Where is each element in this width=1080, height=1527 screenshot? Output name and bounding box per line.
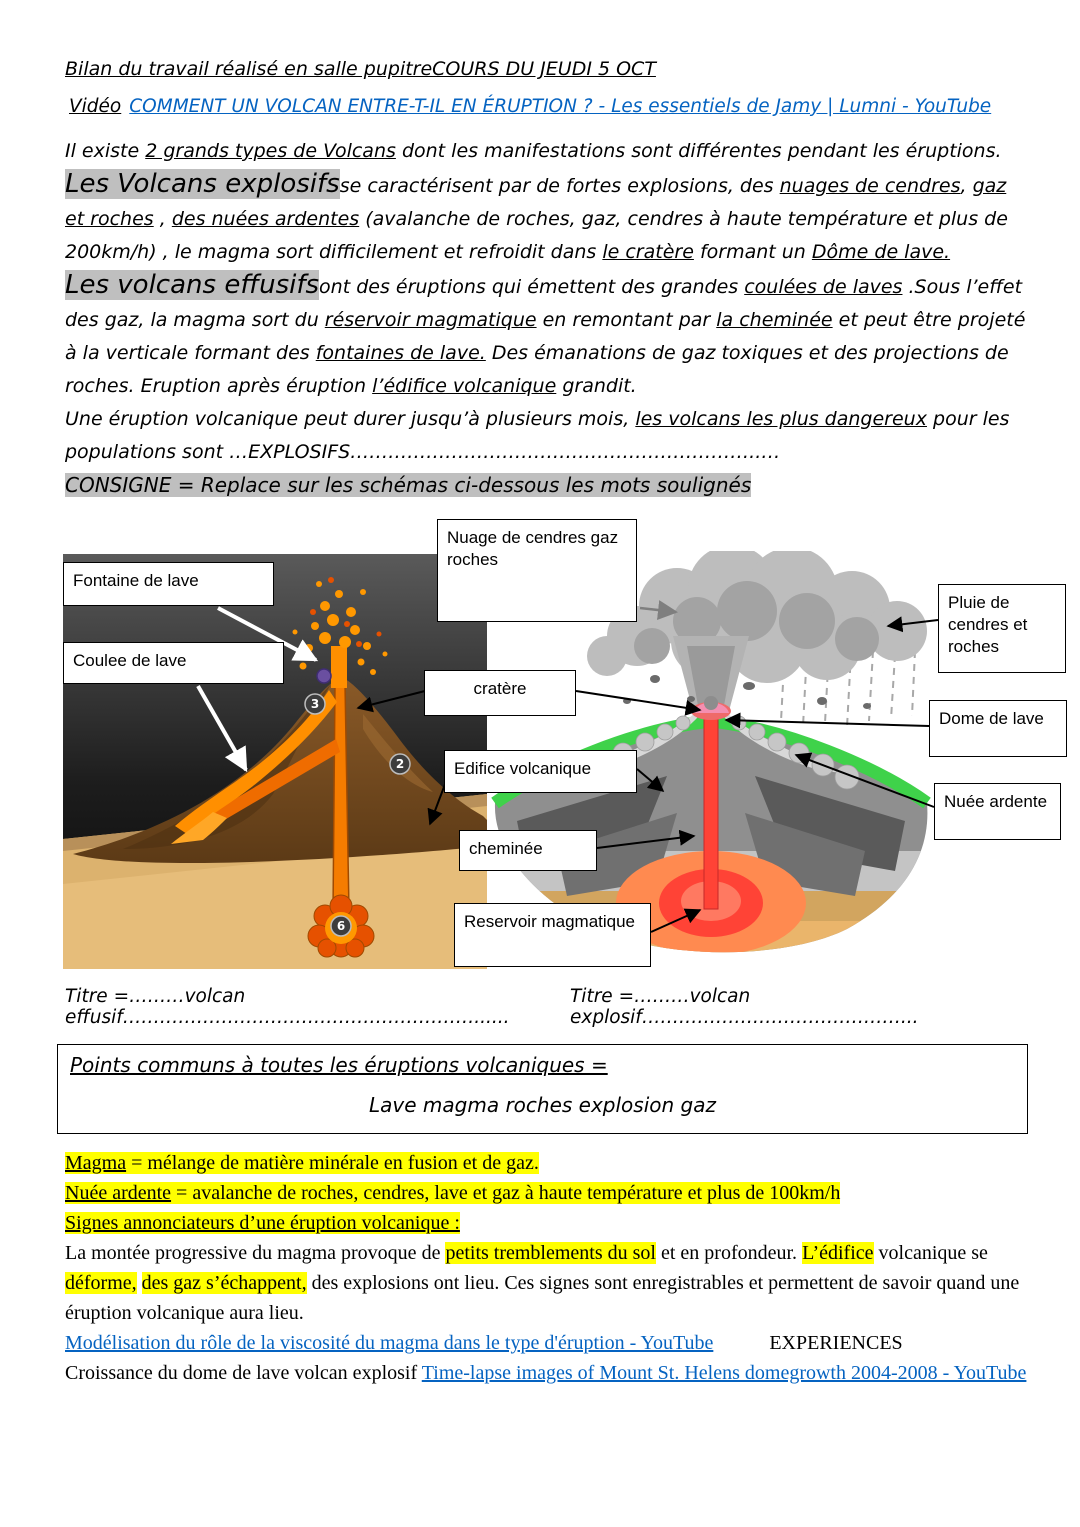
text-segment: , (153, 208, 172, 230)
timelapse-youtube-link[interactable]: Time-lapse images of Mount St. Helens domegrowth 2004-2008 - YouTube (421, 1362, 1027, 1384)
signes-heading (65, 1208, 1028, 1238)
signes-paragraph (65, 1238, 1028, 1328)
label-cheminee[interactable] (459, 830, 597, 871)
text-segment: = avalanche de roches, cendres, lave et gaz à haute température et plus de 100km/h (171, 1182, 841, 1204)
effusive-volcanoes-paragraph (65, 269, 1028, 403)
term-nuee-ardente: Nuée ardente (65, 1182, 172, 1204)
text-segment: se caractérisent par de fortes explosions, des (339, 175, 780, 197)
text-segment: en remontant par (536, 309, 717, 331)
consigne-text: CONSIGNE = Replace sur les schémas ci-dessous les mots soulignés (65, 473, 752, 497)
label-text: Reservoir magmatique (464, 912, 636, 931)
highlighted-text: déforme, (65, 1272, 137, 1294)
titre-effusif: Titre =………volcan effusif…………………………………………………...... (65, 986, 510, 1028)
term-signes: Signes annonciateurs d’une éruption volcanique : (65, 1212, 460, 1234)
label-text: Nuage de cendres gaz roches (447, 528, 619, 569)
effusive-volcano-image (63, 554, 487, 969)
label-pluie-de-cendres[interactable] (938, 584, 1066, 673)
points-communs-heading: Points communs à toutes les éruptions volcaniques = (70, 1053, 608, 1077)
text-segment: = mélange de matière minérale en fusion et de gaz. (126, 1152, 539, 1174)
underlined-term: 2 grands types de Volcans (145, 140, 396, 162)
points-communs-content: Lave magma roches explosion gaz (369, 1093, 716, 1117)
highlighted-text: petits tremblements du sol (445, 1242, 656, 1264)
text-segment: ont des éruptions qui émettent des grandes (319, 276, 745, 298)
underlined-term: des nuées ardentes (171, 208, 360, 230)
modelisation-line (65, 1328, 1028, 1358)
modelisation-youtube-link[interactable]: Modélisation du rôle de la viscosité du magma dans le type d'éruption - YouTube (65, 1332, 714, 1354)
consigne-line (65, 469, 1028, 502)
titre-explosif: Titre =………volcan explosif……………………………………... (570, 986, 919, 1028)
text-segment: grandit. (556, 375, 637, 397)
experiences-label: EXPERIENCES (769, 1332, 903, 1354)
label-text: Nuée ardente (944, 792, 1048, 811)
term-magma: Magma (65, 1152, 127, 1174)
underlined-term: réservoir magmatique (324, 309, 537, 331)
page-title: Bilan du travail réalisé en salle pupitreCOURS DU JEUDI 5 OCT (65, 58, 656, 80)
text-segment: (avalanche de roches, gaz, cendres à haute température et plus de 200km/h) , le magma sort difficilement et refroidit dans (65, 208, 1008, 263)
text-segment: Des émanations de gaz toxiques et des projections de roches. Eruption après éruption (65, 342, 1009, 397)
intro-paragraph (65, 135, 1028, 168)
underlined-term: le cratère (602, 241, 694, 263)
label-reservoir-magmatique[interactable] (454, 903, 651, 967)
marker-number: 2 (395, 757, 405, 771)
label-dome-de-lave[interactable] (929, 700, 1067, 757)
text-segment: dont les manifestations sont différentes pendant les éruptions. (395, 140, 1002, 162)
magma-definition (65, 1148, 1028, 1178)
document-title (65, 58, 1028, 80)
underlined-term: les volcans les plus dangereux (635, 408, 927, 430)
explosive-heading: Les Volcans explosifs (65, 169, 340, 199)
marker-number: 6 (336, 919, 346, 933)
marker-number: 3 (310, 697, 320, 711)
underlined-term: coulées de laves (744, 276, 903, 298)
underlined-term: Dôme de lave. (811, 241, 951, 263)
label-text: Fontaine de lave (73, 571, 199, 590)
duration-paragraph (65, 403, 1028, 469)
highlighted-text: des gaz s’échappent, (141, 1272, 307, 1294)
label-fontaine-de-lave[interactable] (63, 562, 274, 606)
underlined-term: l’édifice volcanique (372, 375, 557, 397)
label-nuage-de-cendres[interactable] (437, 519, 637, 622)
underlined-term: nuages de cendres (779, 175, 961, 197)
text-segment (137, 1272, 142, 1294)
points-communs-box (57, 1044, 1028, 1134)
text-segment: Il existe (65, 140, 146, 162)
text-segment: Une éruption volcanique peut durer jusqu’à plusieurs mois, (65, 408, 636, 430)
label-text: Edifice volcanique (454, 759, 592, 778)
label-nuee-ardente[interactable] (934, 783, 1061, 840)
label-coulee-de-lave[interactable] (63, 642, 284, 684)
underlined-term: la cheminée (716, 309, 833, 331)
label-text: Coulee de lave (73, 651, 187, 670)
label-text: cheminée (469, 839, 543, 858)
label-text: Dome de lave (939, 709, 1044, 728)
text-segment: .Sous l’effet des gaz, la magma sort du (65, 276, 1023, 331)
text-segment: formant un (693, 241, 812, 263)
video-label: Vidéo (69, 96, 122, 117)
text-segment: volcanique se (873, 1242, 988, 1264)
croissance-paragraph (65, 1358, 1028, 1388)
volcano-diagrams (60, 508, 1070, 976)
label-text: cratère (473, 679, 527, 698)
crater-dot (317, 669, 331, 683)
text-segment: Croissance du dome de lave volcan explosif (65, 1362, 422, 1384)
explosive-volcanoes-paragraph (65, 168, 1028, 269)
video-line (65, 96, 1028, 117)
nuee-definition (65, 1178, 1028, 1208)
effusive-heading: Les volcans effusifs (65, 270, 320, 300)
video-youtube-link[interactable]: COMMENT UN VOLCAN ENTRE-T-IL EN ÉRUPTION ? - Les essentiels de Jamy | Lumni - YouTube (129, 96, 992, 117)
definitions-section (65, 1148, 1028, 1388)
text-segment: et en profondeur. (655, 1242, 803, 1264)
diagram-titles (65, 986, 1028, 1028)
label-cratere[interactable] (424, 670, 576, 716)
underlined-term: gaz et roches (65, 175, 1007, 230)
label-text: Pluie de cendres et roches (948, 593, 1028, 656)
text-segment: et peut être projeté à la verticale formant des (65, 309, 1026, 364)
text-segment: pour les populations sont …EXPLOSIFS………………………………………………………..… (65, 408, 1010, 463)
label-edifice-volcanique[interactable] (444, 750, 637, 793)
text-segment: , (960, 175, 973, 197)
underlined-term: fontaines de lave. (315, 342, 486, 364)
text-segment: des explosions ont lieu. Ces signes sont enregistrables et permettent de savoir quand une éruption volcanique aura lieu. (65, 1272, 1020, 1324)
highlighted-text: L’édifice (802, 1242, 874, 1264)
text-segment: La montée progressive du magma provoque de (65, 1242, 446, 1264)
